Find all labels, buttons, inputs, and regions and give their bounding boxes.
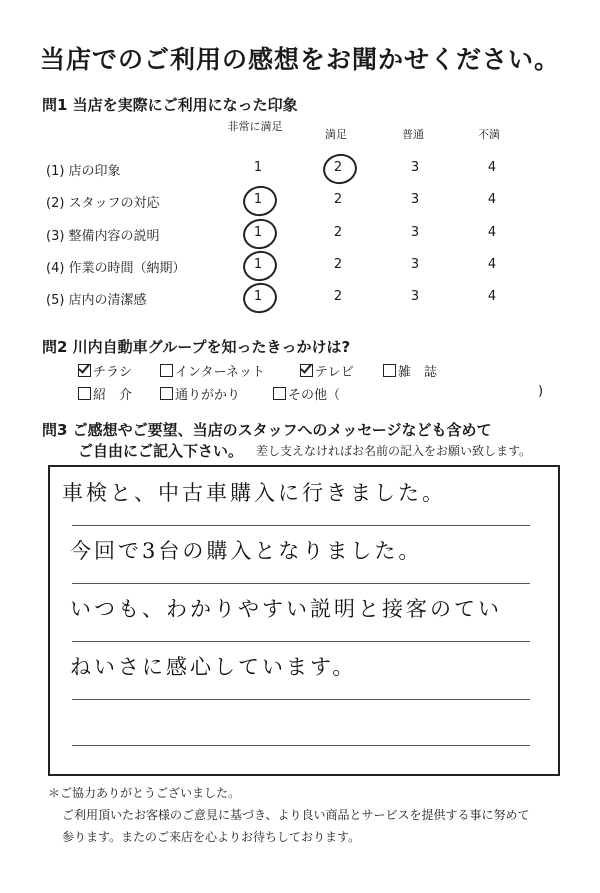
q1-rating-option[interactable]: 4 [487, 192, 497, 207]
q1-row-label: (1) 店の印象 [46, 164, 121, 179]
comment-rule [72, 583, 530, 584]
q3-note: 差し支えなければお名前の記入をお願い致します。 [256, 444, 532, 458]
column-header-very-satisfied: 非常に満足 [227, 120, 283, 133]
q1-rating-option[interactable]: 4 [487, 289, 497, 304]
option-internet[interactable] [160, 361, 265, 380]
comment-rule [72, 699, 530, 700]
q1-rating-option[interactable]: 4 [487, 225, 497, 240]
q1-heading: 問1 当店を実際にご利用になった印象 [42, 96, 298, 114]
q1-rating-option[interactable]: 2 [333, 192, 343, 207]
q1-rating-option[interactable]: 1 [253, 192, 263, 207]
q1-rating-option[interactable]: 3 [410, 289, 420, 304]
q3-heading-line2: ご自由にご記入下さい。 [78, 442, 244, 460]
q1-rating-option[interactable]: 2 [333, 160, 343, 175]
footer-thanks: ＊ご協力ありがとうございました。 [48, 786, 241, 800]
q1-rating-option[interactable]: 3 [410, 192, 420, 207]
option-tv-label: テレビ [315, 365, 354, 380]
option-other-label: その他（ [288, 388, 341, 403]
q1-rating-option[interactable]: 1 [253, 160, 263, 175]
option-flyer[interactable] [78, 361, 132, 380]
comment-rule [72, 525, 530, 526]
footer-message-line2: 参ります。またのご来店を心よりお待ちしております。 [62, 830, 361, 844]
form-title: 当店でのご利用の感想をお聞かせください。 [39, 45, 560, 74]
selected-rating-circle [320, 151, 359, 187]
selected-rating-circle [240, 248, 279, 284]
option-referral-checkbox[interactable] [78, 387, 91, 400]
q1-row-label: (4) 作業の時間（納期） [46, 261, 186, 276]
column-header-average: 普通 [402, 128, 424, 141]
comment-rule [72, 641, 530, 642]
q2-heading: 問2 川内自動車グループを知ったきっかけは? [42, 338, 351, 356]
q1-row-label: (3) 整備内容の説明 [46, 229, 160, 244]
option-passing-by[interactable] [160, 384, 240, 403]
option-other-close-paren: ) [538, 384, 544, 399]
option-magazine-label: 雑 誌 [398, 365, 438, 380]
option-tv-checkbox[interactable] [300, 364, 313, 377]
option-passing-by-checkbox[interactable] [160, 387, 173, 400]
q3-heading: 問3 ご感想やご要望、当店のスタッフへのメッセージなども含めて [42, 421, 492, 439]
q1-rating-option[interactable]: 2 [333, 225, 343, 240]
option-magazine[interactable] [383, 361, 437, 380]
q1-rating-option[interactable]: 3 [410, 225, 420, 240]
option-other-checkbox[interactable] [273, 387, 286, 400]
option-internet-checkbox[interactable] [160, 364, 173, 377]
q1-rating-option[interactable]: 3 [410, 160, 420, 175]
option-flyer-checkbox[interactable] [78, 364, 91, 377]
column-header-satisfied: 満足 [325, 128, 347, 141]
option-passing-by-label: 通りがかり [175, 388, 241, 403]
selected-rating-circle [240, 216, 279, 252]
q1-row-label: (5) 店内の清潔感 [46, 293, 147, 308]
option-other[interactable] [273, 384, 340, 403]
option-flyer-label: チラシ [93, 365, 133, 380]
q1-rating-option[interactable]: 4 [487, 257, 497, 272]
q1-rating-option[interactable]: 1 [253, 257, 263, 272]
comment-line-4: ねいさに感心しています。 [70, 655, 357, 679]
footer-message-line1: ご利用頂いたお客様のご意見に基づき、より良い商品とサービスを提供する事に努めて [62, 808, 530, 822]
q1-rating-option[interactable]: 4 [487, 160, 497, 175]
selected-rating-circle [240, 183, 279, 219]
option-magazine-checkbox[interactable] [383, 364, 396, 377]
option-internet-label: インターネット [175, 365, 265, 380]
option-referral[interactable] [78, 384, 132, 403]
column-header-dissatisfied: 不満 [478, 128, 500, 141]
comment-line-3: いつも、わかりやすい説明と接客のてい [70, 597, 502, 621]
comment-rule [72, 745, 530, 746]
option-tv[interactable] [300, 361, 354, 380]
comment-line-2: 今回で3台の購入となりました。 [70, 539, 423, 563]
q1-rating-option[interactable]: 1 [253, 289, 263, 304]
selected-rating-circle [240, 280, 279, 316]
q1-row-label: (2) スタッフの対応 [46, 196, 160, 211]
comment-line-1: 車検と、中古車購入に行きました。 [62, 481, 446, 505]
q1-rating-option[interactable]: 1 [253, 225, 263, 240]
q1-rating-option[interactable]: 2 [333, 257, 343, 272]
option-referral-label: 紹 介 [93, 388, 133, 403]
q1-rating-option[interactable]: 3 [410, 257, 420, 272]
q1-rating-option[interactable]: 2 [333, 289, 343, 304]
